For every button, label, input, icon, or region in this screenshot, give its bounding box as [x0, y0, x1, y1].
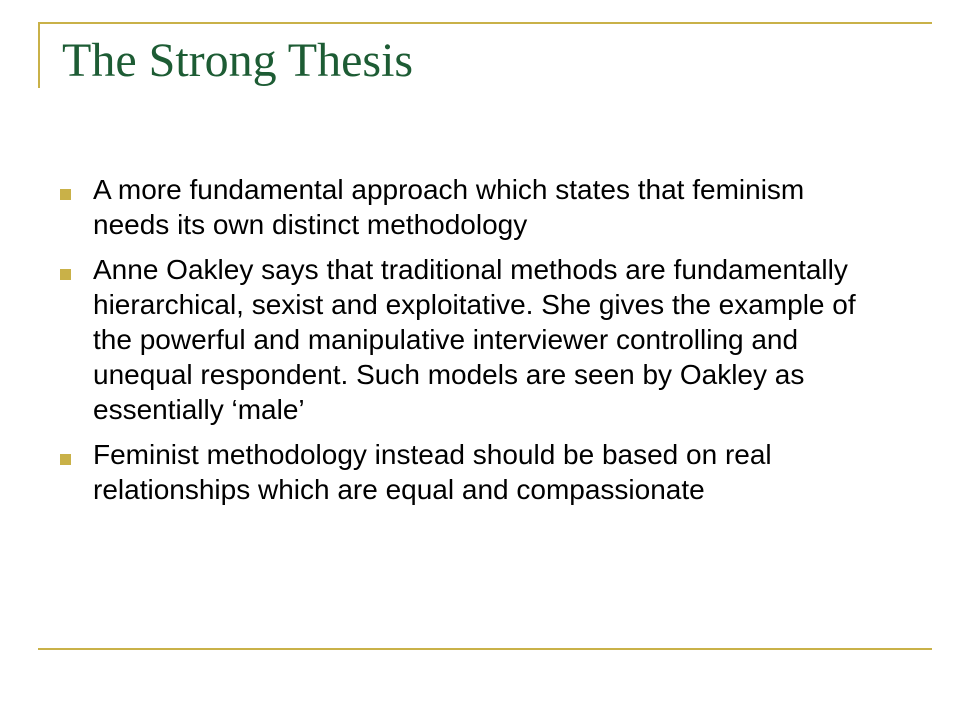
- bullet-item: [60, 437, 860, 507]
- bullet-text: Anne Oakley says that traditional methods are fundamentally hierarchical, sexist and exploitative. She gives the example of the powerful and manipulative interviewer controlling and unequal respondent. Such models are seen by Oakley as essentially ‘male’: [93, 254, 856, 425]
- slide-title: The Strong Thesis: [62, 34, 414, 87]
- bottom-accent-rule: [38, 648, 932, 650]
- bullet-item: [60, 172, 860, 242]
- square-bullet-icon: [60, 454, 71, 465]
- bullet-item: [60, 252, 860, 427]
- square-bullet-icon: [60, 269, 71, 280]
- top-accent-rule: [38, 22, 932, 24]
- square-bullet-icon: [60, 189, 71, 200]
- bullet-list: [60, 172, 860, 517]
- bullet-text: A more fundamental approach which states that feminism needs its own distinct methodology: [93, 174, 805, 240]
- bullet-text: Feminist methodology instead should be based on real relationships which are equal and compassionate: [93, 439, 772, 505]
- left-accent-rule: [38, 22, 40, 88]
